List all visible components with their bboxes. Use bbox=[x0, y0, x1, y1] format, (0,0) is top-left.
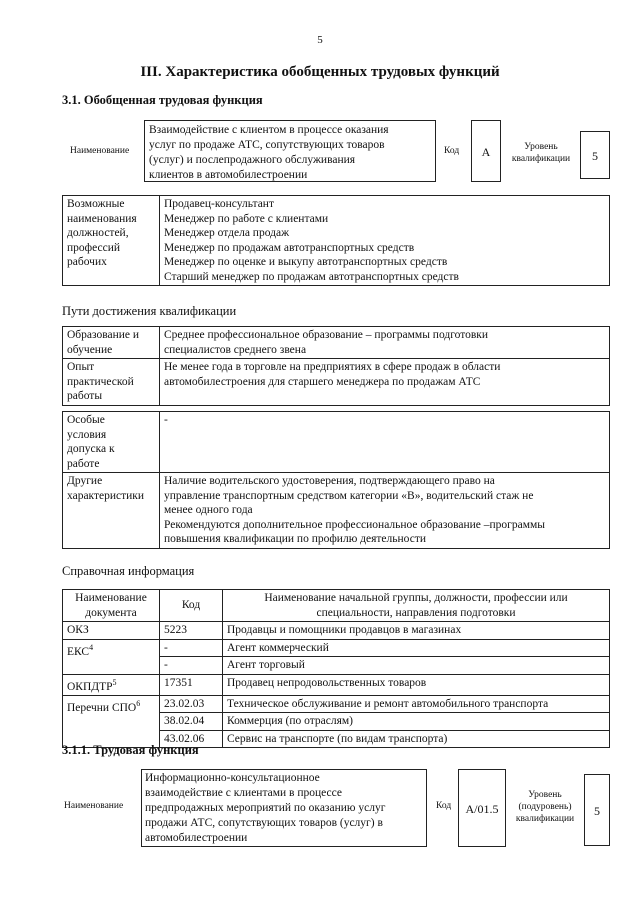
education-value-cell bbox=[160, 327, 610, 359]
ref-code-okpdtr: 17351 bbox=[160, 674, 223, 695]
ref-doc-okpdtr-label: ОКПДТР bbox=[67, 680, 113, 693]
gtf-name-line: клиентов в автомобилестроении bbox=[149, 169, 308, 181]
positions-label-cell bbox=[63, 196, 160, 286]
ref-name-spo-3: Сервис на транспорте (по видам транспорта) bbox=[223, 730, 610, 748]
ref-doc-spo-label: Перечни СПО bbox=[67, 701, 137, 714]
other-value-cell bbox=[160, 473, 610, 549]
position-item: Старший менеджер по продажам автотранспортных средств bbox=[164, 270, 459, 283]
ref-code-okz: 5223 bbox=[160, 622, 223, 640]
section-title: III. Характеристика обобщенных трудовых функций bbox=[140, 64, 500, 80]
gtf-level-label-line: квалификации bbox=[511, 154, 571, 164]
conditions-table bbox=[62, 411, 610, 549]
gtf-heading: 3.1. Обобщенная трудовая функция bbox=[62, 93, 263, 107]
gtf-name-line: Взаимодействие с клиентом в процессе оказания bbox=[149, 124, 389, 136]
gtf-name-line: (услуг) и послепродажного обслуживания bbox=[149, 154, 356, 166]
ref-header-name-line: Наименование начальной группы, должности, профессии или bbox=[264, 592, 568, 604]
experience-label-cell bbox=[63, 359, 160, 406]
ref-doc-okpdtr bbox=[63, 674, 160, 695]
tf-name-line: Информационно-консультационное bbox=[145, 772, 320, 784]
education-label-cell bbox=[63, 327, 160, 359]
experience-label-line: Опыт bbox=[67, 361, 95, 373]
ref-doc-okz: ОКЗ bbox=[63, 622, 160, 640]
education-label-line: обучение bbox=[67, 343, 113, 356]
ref-name-eks-2: Агент торговый bbox=[223, 657, 610, 675]
footnote-mark: 5 bbox=[112, 677, 117, 687]
education-label-line: Образование и bbox=[67, 329, 140, 341]
qualification-table bbox=[62, 326, 610, 406]
table-row bbox=[63, 639, 610, 657]
other-line: повышения квалификации по профилю деятельности bbox=[164, 533, 426, 545]
position-item: Менеджер по оценке и выкупу автотранспортных средств bbox=[164, 256, 448, 268]
tf-name-line: предпродажных мероприятий по оказанию услуг bbox=[145, 802, 386, 814]
ref-name-okz: Продавцы и помощники продавцов в магазинах bbox=[223, 622, 610, 640]
special-label-line: Особые bbox=[67, 414, 105, 426]
experience-value-cell bbox=[160, 359, 610, 406]
positions-label-line: рабочих bbox=[67, 256, 107, 268]
experience-line: автомобилестроения для старшего менеджера по продажам АТС bbox=[164, 375, 481, 388]
ref-header-doc-line: Наименование bbox=[75, 592, 147, 604]
special-label-cell bbox=[63, 412, 160, 473]
experience-line: Не менее года в торговле на предприятиях в сфере продаж в области bbox=[164, 361, 501, 373]
gtf-level-value: 5 bbox=[580, 131, 610, 179]
tf-code-label: Код bbox=[436, 801, 452, 811]
positions-list-cell bbox=[160, 196, 610, 286]
tf-code-value: A/01.5 bbox=[458, 769, 506, 847]
special-value-cell: - bbox=[160, 412, 610, 473]
tf-heading: 3.1.1. Трудовая функция bbox=[62, 743, 199, 757]
positions-table bbox=[62, 195, 610, 286]
tf-level-label-line: квалификации bbox=[515, 814, 575, 824]
position-item: Менеджер отдела продаж bbox=[164, 227, 290, 239]
ref-header-code: Код bbox=[160, 590, 223, 622]
tf-name-line: автомобилестроении bbox=[145, 832, 248, 844]
other-label-line: Другие bbox=[67, 475, 103, 487]
table-row bbox=[63, 622, 610, 640]
position-item: Менеджер по работе с клиентами bbox=[164, 212, 329, 225]
tf-name-label: Наименование bbox=[64, 801, 124, 811]
education-line: Среднее профессиональное образование – программы подготовки bbox=[164, 329, 489, 341]
other-line: Рекомендуются дополнительное профессиональное образование –программы bbox=[164, 518, 546, 531]
ref-code-eks-2: - bbox=[160, 657, 223, 675]
position-item: Менеджер по продажам автотранспортных средств bbox=[164, 241, 415, 254]
ref-doc-spo bbox=[63, 695, 160, 748]
footnote-mark: 6 bbox=[136, 698, 141, 708]
tf-name-line: продажи АТС, сопутствующих товаров (услуг) в bbox=[145, 817, 383, 829]
ref-code-spo-3: 43.02.06 bbox=[160, 730, 223, 748]
page-number: 5 bbox=[317, 34, 323, 46]
tf-name-line: взаимодействие с клиентами в процессе bbox=[145, 787, 342, 799]
other-label-line: характеристики bbox=[67, 489, 145, 502]
reference-table bbox=[62, 589, 610, 748]
tf-level-label bbox=[508, 789, 582, 825]
ref-header-doc bbox=[63, 590, 160, 622]
positions-label-line: должностей, bbox=[67, 227, 129, 239]
ref-name-spo-2: Коммерция (по отраслям) bbox=[223, 713, 610, 731]
ref-header-name bbox=[223, 590, 610, 622]
ref-doc-eks bbox=[63, 639, 160, 674]
ref-code-spo-2: 38.02.04 bbox=[160, 713, 223, 731]
other-line: Наличие водительского удостоверения, подтверждающего право на bbox=[164, 475, 495, 487]
experience-label-line: работы bbox=[67, 390, 103, 402]
gtf-code-value: A bbox=[471, 120, 501, 182]
reference-heading: Справочная информация bbox=[62, 564, 195, 578]
ref-code-eks-1: - bbox=[160, 639, 223, 657]
positions-label-line: Возможные bbox=[67, 198, 125, 210]
gtf-code-label: Код bbox=[444, 146, 460, 156]
education-line: специалистов среднего звена bbox=[164, 343, 307, 356]
footnote-mark: 4 bbox=[89, 642, 94, 652]
gtf-name-line: услуг по продаже АТС, сопутствующих товаров bbox=[149, 139, 385, 151]
ref-name-eks-1: Агент коммерческий bbox=[223, 639, 610, 657]
ref-name-okpdtr: Продавец непродовольственных товаров bbox=[223, 674, 610, 695]
table-row bbox=[63, 695, 610, 713]
ref-name-spo-1: Техническое обслуживание и ремонт автомобильного транспорта bbox=[223, 695, 610, 713]
ref-doc-eks-label: ЕКС bbox=[67, 645, 90, 658]
tf-level-label-line: (подуровень) bbox=[518, 802, 572, 812]
gtf-level-label-line: Уровень bbox=[524, 142, 558, 152]
table-row bbox=[63, 674, 610, 695]
qualification-heading: Пути достижения квалификации bbox=[62, 304, 237, 318]
experience-label-line: практической bbox=[67, 375, 134, 388]
special-label-line: работе bbox=[67, 457, 100, 470]
other-line: менее одного года bbox=[164, 504, 253, 516]
ref-header-name-line: специальности, направления подготовки bbox=[316, 606, 516, 619]
tf-level-value: 5 bbox=[584, 774, 610, 846]
positions-label-line: наименования bbox=[67, 212, 137, 225]
other-label-cell bbox=[63, 473, 160, 549]
special-label-line: допуска к bbox=[67, 443, 115, 455]
gtf-name-label: Наименование bbox=[70, 146, 130, 156]
tf-level-label-line: Уровень bbox=[528, 790, 562, 800]
gtf-name-box bbox=[144, 120, 436, 182]
ref-header-doc-line: документа bbox=[85, 606, 137, 619]
special-label-line: условия bbox=[67, 428, 107, 441]
ref-code-spo-1: 23.02.03 bbox=[160, 695, 223, 713]
positions-label-line: профессий bbox=[67, 241, 121, 254]
tf-name-box bbox=[141, 769, 427, 847]
gtf-level-label bbox=[503, 141, 579, 165]
position-item: Продавец-консультант bbox=[164, 198, 274, 210]
other-line: управление транспортным средством категории «В», водительский стаж не bbox=[164, 489, 534, 502]
